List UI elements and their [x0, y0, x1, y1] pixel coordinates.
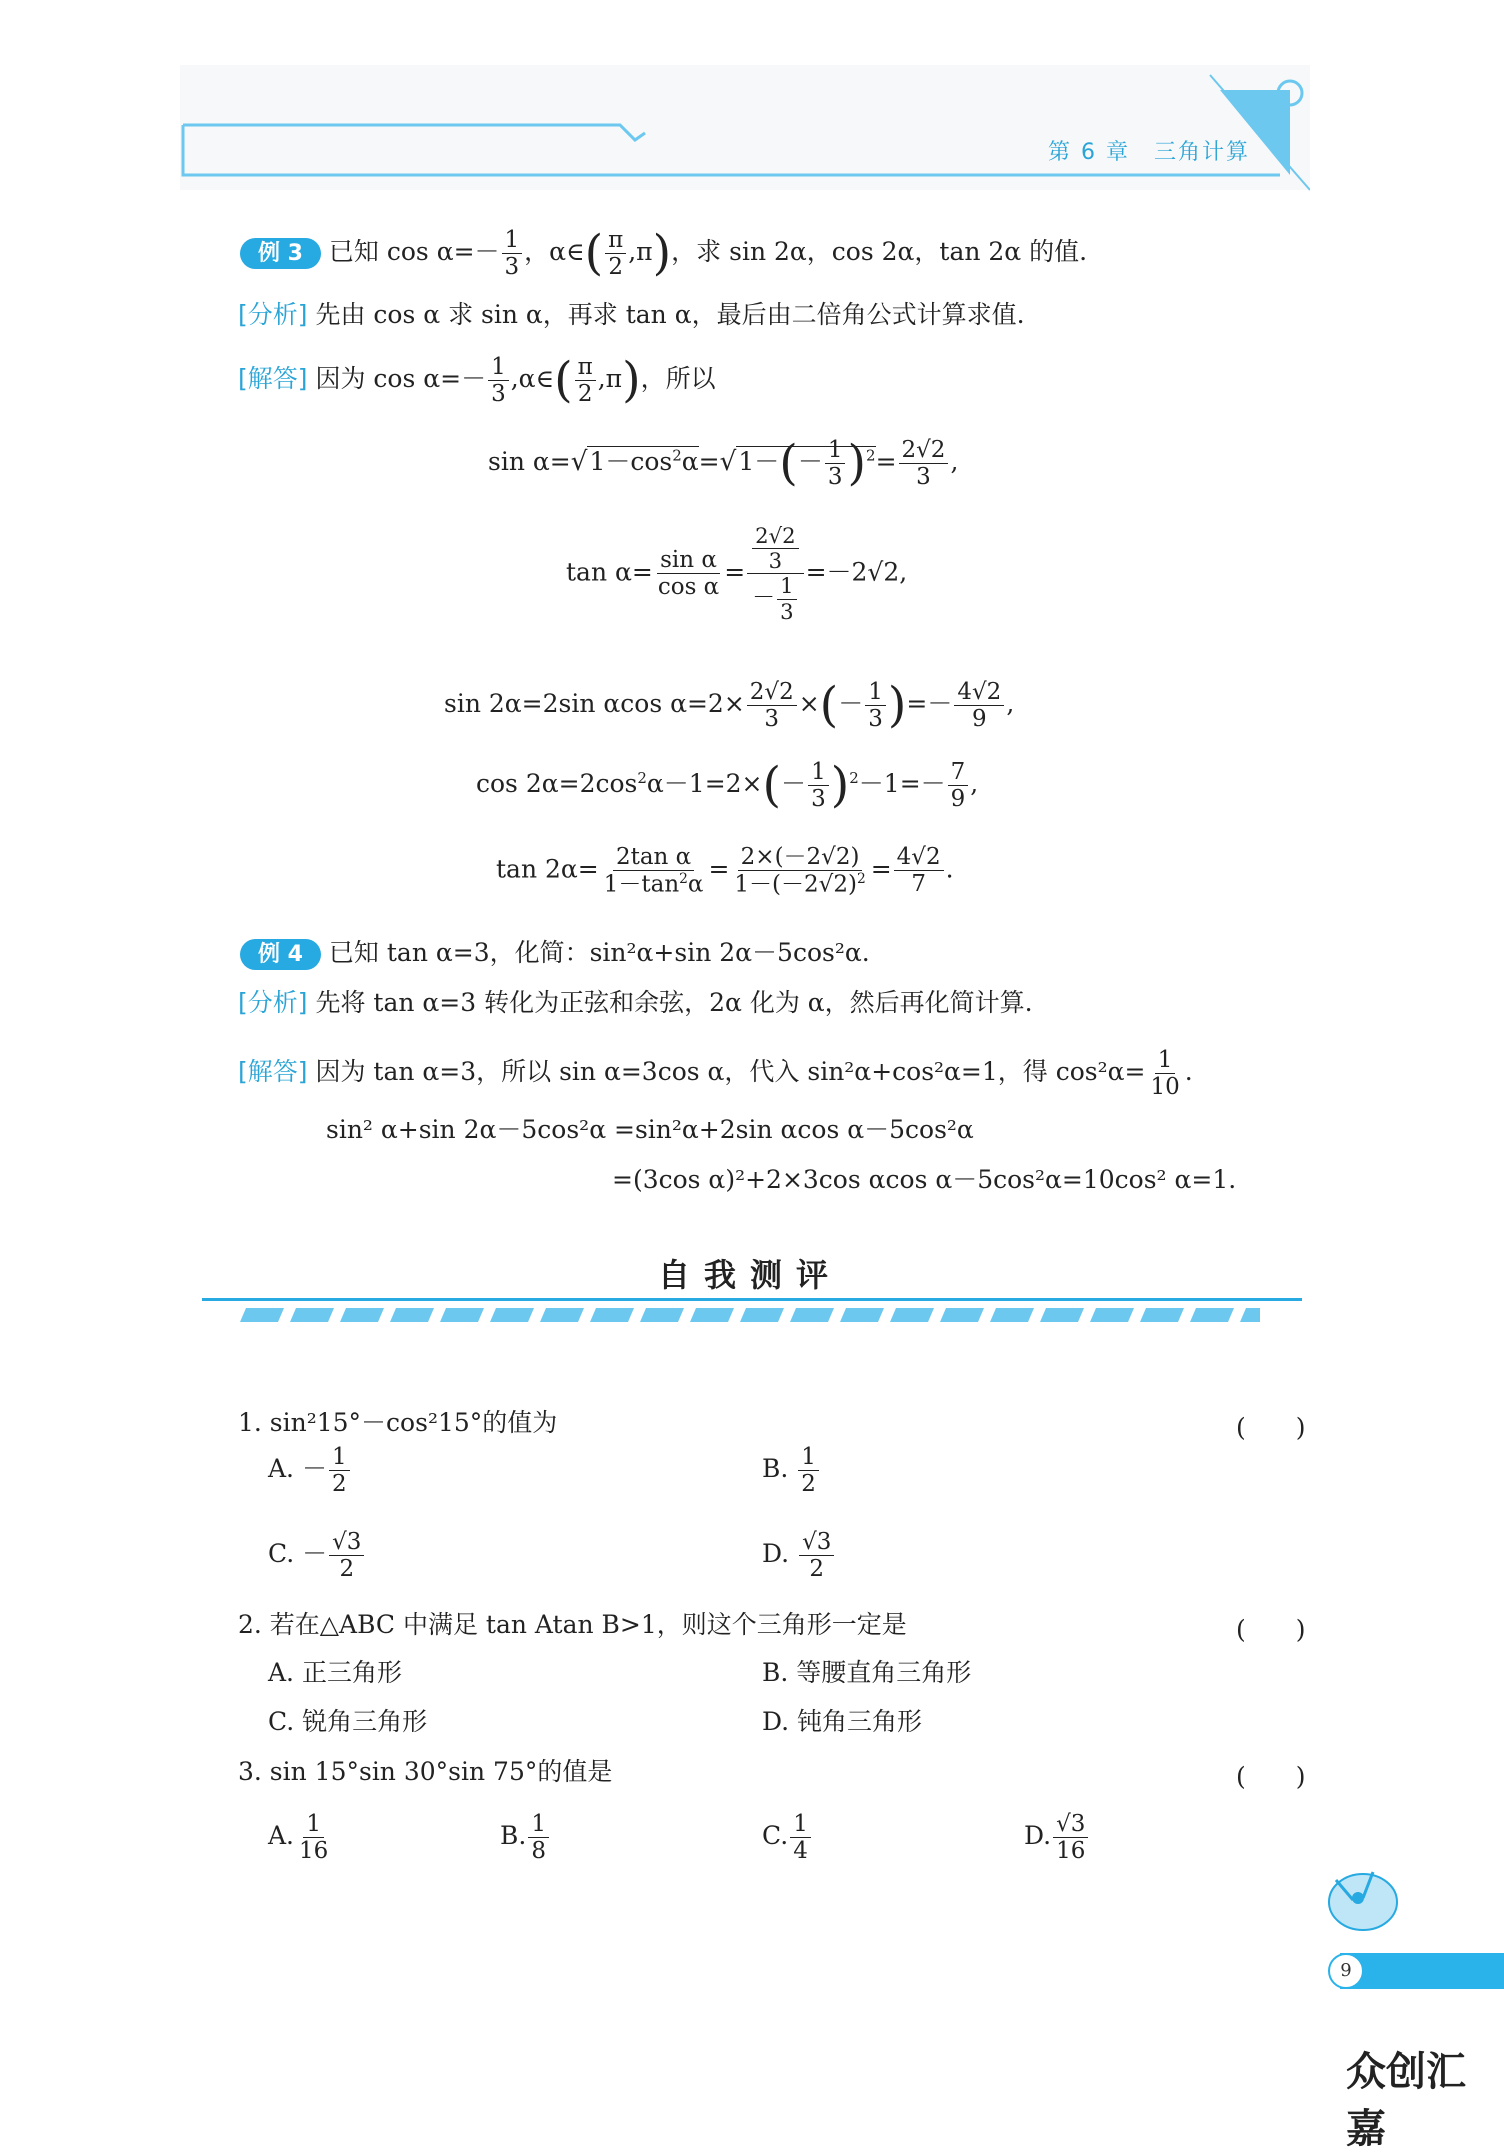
formula-tan-alpha: tan α= $\frac{\text{sin α}}{\text{cos α}}$ = $\frac{2√2}{3}$ － $\frac{1}{3}$ =－2√2, [566, 523, 908, 624]
formula-cos-2alpha: $\cos 2\alpha=2\cos^2\alpha-1=2\times(-$ $\frac{1}{3}$ )$^2$－1=－ $\frac{7}{9}$ , [476, 757, 979, 813]
question-3-option-d[interactable]: D. $\frac{√3}{16}$ [1024, 1812, 1090, 1863]
question-1-option-d[interactable]: D. $\frac{√3}{2}$ [762, 1530, 836, 1581]
example3-question: 例 3 已知 cos α=－ $\frac{1}{3}$ ，α∈( $\frac{\pi}{2}$ ,π)，求 sin 2α，cos 2α，tan 2α 的值. [240, 228, 1087, 279]
question-3-option-b[interactable]: B. $\frac{1}{8}$ [500, 1812, 551, 1863]
question-2-option-d[interactable]: D. 钝角三角形 [762, 1707, 923, 1736]
question-3-option-a[interactable]: A. $\frac{1}{16}$ [268, 1811, 329, 1865]
question-1-blank[interactable]: ( ) [1236, 1413, 1306, 1442]
answer-label: [解答] [238, 364, 308, 394]
question-1-option-b[interactable]: B. $\frac{1}{2}$ [762, 1445, 821, 1496]
question-3-stem: 3. sin 15°sin 30°sin 75°的值是 [238, 1757, 613, 1786]
formula-sin-2alpha: sin 2α=2sin αcos α=2× $\frac{2√2}{3}$ ×(－ $\frac{1}{3}$ )=－ $\frac{4√2}{9}$ , [444, 677, 1015, 733]
header-decoration [180, 65, 1310, 195]
page-number-circle [1328, 1953, 1364, 1989]
example4-line2: =(3cos α)²+2×3cos αcos α－5cos²α=10cos² α=1. [612, 1165, 1237, 1194]
example4-question: 例 4 已知 tan α=3，化简：sin²α+sin 2α－5cos²α. [240, 938, 870, 968]
question-2-option-a[interactable]: A. 正三角形 [268, 1658, 402, 1687]
section-stripes [240, 1308, 1260, 1324]
example4-badge: 例 4 [240, 939, 321, 970]
section-title: 自我测评 [658, 1256, 843, 1294]
analysis-label: [分析] [238, 300, 308, 329]
question-3-option-c[interactable]: C. $\frac{1}{4}$ [762, 1812, 813, 1863]
page-number: 9 [1340, 1960, 1352, 1981]
example4-analysis: [分析] 先将 tan α=3 转化为正弦和余弦，2α 化为 α，然后再化简计算. [238, 988, 1033, 1017]
example3-analysis: [分析] 先由 cos α 求 sin α，再求 tan α，最后由二倍角公式计算求值. [238, 300, 1025, 329]
example3-answer: [解答] 因为 cos α=－ $\frac{1}{3}$ ,α∈( $\frac{\pi}{2}$ ,π)，所以 [238, 352, 716, 408]
question-2-blank[interactable]: ( ) [1236, 1615, 1306, 1644]
formula-tan-2alpha: tan 2α= $\frac{\text{2tan α}}{1-\tan^2\alpha}$ = $\frac{2\times(-2√2)}{1-(-2√2)^2}$ = $\frac{4√2}{7}$ . [496, 844, 954, 898]
question-1-option-a[interactable]: A. － $\frac{1}{2}$ [268, 1445, 352, 1496]
section-underline [202, 1298, 1302, 1301]
globe-icon [1318, 1860, 1408, 1935]
chapter-title: 第 6 章 三角计算 [1048, 140, 1250, 165]
formula-sin-alpha: $\sin \alpha=√1-\cos^2\alpha=√1-(-$ $\frac{1}{3}$ )$^2$= $\frac{2√2}{3}$ , [488, 435, 959, 491]
page-number-bar [1340, 1953, 1504, 1989]
example4-answer: [解答] 因为 tan α=3，所以 sin α=3cos α，代入 sin²α+cos²α=1，得 cos²α= $\frac{1}{10}$ . [238, 1047, 1193, 1101]
question-1-option-c[interactable]: C. － $\frac{√3}{2}$ [268, 1530, 366, 1581]
question-1-stem: 1. sin²15°－cos²15°的值为 [238, 1408, 558, 1437]
watermark: 众创汇嘉 [1346, 2049, 1466, 2152]
question-2-option-c[interactable]: C. 锐角三角形 [268, 1707, 428, 1736]
example4-line1: sin² α+sin 2α－5cos²α =sin²α+2sin αcos α－5cos²α [326, 1115, 974, 1144]
question-2-option-b[interactable]: B. 等腰直角三角形 [762, 1658, 972, 1687]
question-3-blank[interactable]: ( ) [1236, 1762, 1306, 1791]
question-2-stem: 2. 若在△ABC 中满足 tan Atan B>1，则这个三角形一定是 [238, 1610, 907, 1639]
example3-badge: 例 3 [240, 238, 321, 269]
